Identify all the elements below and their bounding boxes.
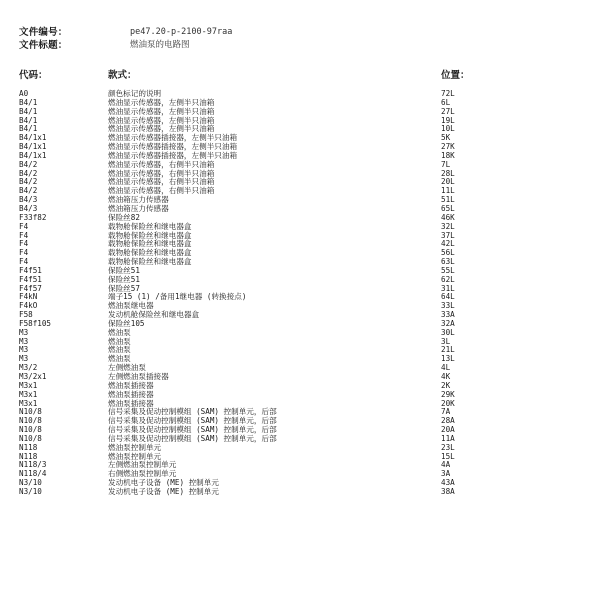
- component-position: 33L: [441, 301, 455, 311]
- component-list: [0, 90, 602, 497]
- list-item: [0, 99, 602, 108]
- component-description: 燃油泵: [108, 336, 131, 346]
- component-position: 18K: [441, 150, 455, 160]
- component-position: 10L: [441, 124, 455, 134]
- component-description: 燃油泵: [108, 327, 131, 337]
- component-description: 燃油泵: [108, 345, 131, 355]
- component-code: M3: [19, 354, 29, 364]
- list-item: [0, 161, 602, 170]
- component-description: 燃油泵控制单元: [108, 451, 162, 461]
- component-position: 29K: [441, 389, 455, 399]
- component-description: 燃油显示传感器插接器，左侧半只油箱: [108, 150, 238, 160]
- list-item: [0, 302, 602, 311]
- list-item: [0, 488, 602, 497]
- component-code: N118: [19, 442, 38, 452]
- component-description: 保险丝51: [108, 274, 140, 284]
- component-description: 保险丝105: [108, 318, 145, 328]
- component-position: 32A: [441, 318, 455, 328]
- component-position: 63L: [441, 257, 455, 267]
- component-code: F58f105: [19, 318, 52, 328]
- list-item: [0, 408, 602, 417]
- column-header-code: 代码：: [19, 70, 48, 81]
- component-code: F58: [19, 310, 33, 320]
- component-code: B4/1x1: [19, 142, 47, 152]
- component-description: 信号采集及促动控制模组 (SAM) 控制单元，后部: [108, 425, 277, 435]
- component-position: 3A: [441, 469, 451, 479]
- component-position: 11L: [441, 186, 455, 196]
- list-item: [0, 267, 602, 276]
- component-description: 载物舱保险丝和继电器盒: [108, 257, 192, 267]
- component-code: B4/3: [19, 203, 38, 213]
- component-description: 燃油显示传感器，左侧半只油箱: [108, 106, 215, 116]
- list-item: [0, 364, 602, 373]
- component-position: 51L: [441, 195, 455, 205]
- list-item: [0, 373, 602, 382]
- component-position: 55L: [441, 265, 455, 275]
- list-item: [0, 338, 602, 347]
- list-item: [0, 258, 602, 267]
- component-description: 载物舱保险丝和继电器盒: [108, 239, 192, 249]
- list-item: [0, 355, 602, 364]
- list-item: [0, 382, 602, 391]
- component-code: B4/2: [19, 177, 38, 187]
- component-code: F4: [19, 239, 29, 249]
- component-description: 燃油显示传感器插接器，左侧半只油箱: [108, 133, 238, 143]
- component-description: 燃油泵继电器: [108, 301, 154, 311]
- component-code: B4/1x1: [19, 133, 47, 143]
- doc-number-value: pe47.20-p-2100-97raa: [130, 27, 233, 37]
- component-code: N3/10: [19, 478, 42, 488]
- list-item: [0, 435, 602, 444]
- component-code: N10/8: [19, 416, 42, 426]
- component-position: 6L: [441, 97, 451, 107]
- component-description: 燃油泵插接器: [108, 398, 154, 408]
- doc-number-label: 文件编号：: [19, 27, 68, 38]
- list-item: [0, 143, 602, 152]
- list-item: [0, 391, 602, 400]
- component-description: 信号采集及促动控制模组 (SAM) 控制单元，后部: [108, 416, 277, 426]
- list-item: [0, 196, 602, 205]
- component-position: 33A: [441, 310, 455, 320]
- component-code: N10/8: [19, 425, 42, 435]
- list-item: [0, 125, 602, 134]
- component-position: 5K: [441, 133, 451, 143]
- component-description: 燃油显示传感器，左侧半只油箱: [108, 115, 215, 125]
- list-item: [0, 417, 602, 426]
- component-description: 燃油显示传感器，右侧半只油箱: [108, 177, 215, 187]
- component-code: F4f57: [19, 283, 42, 293]
- component-position: 38A: [441, 486, 455, 496]
- component-code: F4: [19, 230, 29, 240]
- component-description: 发动机电子设备 (ME) 控制单元: [108, 478, 219, 488]
- component-position: 20L: [441, 177, 455, 187]
- component-code: N10/8: [19, 407, 42, 417]
- component-code: B4/1: [19, 115, 38, 125]
- component-description: 燃油泵控制单元: [108, 442, 162, 452]
- component-position: 15L: [441, 451, 455, 461]
- component-code: F4f51: [19, 274, 42, 284]
- doc-title-value: 燃油泵的电路图: [130, 40, 190, 50]
- component-description: 左侧燃油泵插接器: [108, 372, 169, 381]
- component-description: 燃油泵插接器: [108, 380, 154, 390]
- component-code: B4/2: [19, 168, 38, 178]
- component-description: 发动机电子设备 (ME) 控制单元: [108, 486, 219, 496]
- list-item: [0, 108, 602, 117]
- component-description: 燃油泵: [108, 354, 131, 364]
- component-position: 4L: [441, 363, 451, 373]
- list-item: [0, 426, 602, 435]
- component-code: F4kO: [19, 301, 38, 311]
- list-item: [0, 400, 602, 409]
- component-code: B4/1: [19, 97, 38, 107]
- component-description: 端子15 (1) /备用1继电器 (转换接点): [108, 292, 247, 302]
- component-position: 11A: [441, 433, 455, 443]
- component-position: 43A: [441, 478, 455, 488]
- component-position: 21L: [441, 345, 455, 355]
- component-code: B4/1: [19, 124, 38, 134]
- list-item: [0, 240, 602, 249]
- component-description: 燃油显示传感器，右侧半只油箱: [108, 186, 215, 196]
- list-item: [0, 276, 602, 285]
- list-item: [0, 117, 602, 126]
- column-header-style: 款式：: [108, 70, 137, 81]
- component-code: N10/8: [19, 433, 42, 443]
- component-position: 56L: [441, 248, 455, 258]
- list-item: [0, 470, 602, 479]
- component-description: 保险丝51: [108, 265, 140, 275]
- list-item: [0, 285, 602, 294]
- component-description: 左侧燃油泵控制单元: [108, 460, 177, 470]
- component-description: 保险丝82: [108, 212, 140, 222]
- list-item: [0, 214, 602, 223]
- list-item: [0, 320, 602, 329]
- component-position: 20K: [441, 398, 455, 408]
- component-code: B4/2: [19, 186, 38, 196]
- component-position: 3L: [441, 336, 451, 346]
- component-description: 左侧燃油泵: [108, 363, 146, 373]
- component-code: F4: [19, 248, 29, 258]
- component-code: M3x1: [19, 389, 38, 399]
- list-item: [0, 205, 602, 214]
- component-position: 62L: [441, 274, 455, 284]
- component-code: F4: [19, 221, 29, 231]
- doc-title-label: 文件标题：: [19, 40, 68, 51]
- component-code: F4kN: [19, 292, 38, 302]
- component-position: 23L: [441, 442, 455, 452]
- component-position: 30L: [441, 327, 455, 337]
- component-position: 19L: [441, 115, 455, 125]
- component-description: 燃油显示传感器，右侧半只油箱: [108, 168, 215, 178]
- component-code: F33f82: [19, 212, 47, 222]
- component-code: B4/1x1: [19, 150, 47, 160]
- component-description: 燃油箱压力传感器: [108, 195, 169, 205]
- list-item: [0, 329, 602, 338]
- component-description: 燃油泵插接器: [108, 389, 154, 399]
- component-description: 颜色标记的说明: [108, 89, 162, 98]
- component-code: B4/2: [19, 159, 38, 169]
- list-item: [0, 232, 602, 241]
- component-position: 37L: [441, 230, 455, 240]
- component-description: 载物舱保险丝和继电器盒: [108, 230, 192, 240]
- component-description: 燃油显示传感器，左侧半只油箱: [108, 97, 215, 107]
- component-code: M3/2x1: [19, 372, 47, 381]
- component-position: 27L: [441, 106, 455, 116]
- list-item: [0, 346, 602, 355]
- component-position: 65L: [441, 203, 455, 213]
- component-code: B4/1: [19, 106, 38, 116]
- component-code: N118/4: [19, 469, 47, 479]
- component-position: 27K: [441, 142, 455, 152]
- list-item: [0, 453, 602, 462]
- component-position: 31L: [441, 283, 455, 293]
- component-code: B4/3: [19, 195, 38, 205]
- component-position: 72L: [441, 89, 455, 98]
- component-description: 信号采集及促动控制模组 (SAM) 控制单元，后部: [108, 433, 277, 443]
- component-description: 载物舱保险丝和继电器盒: [108, 248, 192, 258]
- component-description: 信号采集及促动控制模组 (SAM) 控制单元，后部: [108, 407, 277, 417]
- component-position: 13L: [441, 354, 455, 364]
- list-item: [0, 311, 602, 320]
- component-description: 燃油显示传感器插接器，左侧半只油箱: [108, 142, 238, 152]
- list-item: [0, 152, 602, 161]
- component-code: F4: [19, 257, 29, 267]
- component-description: 保险丝57: [108, 283, 140, 293]
- list-item: [0, 461, 602, 470]
- component-position: 46K: [441, 212, 455, 222]
- component-position: 2K: [441, 380, 451, 390]
- component-position: 7L: [441, 159, 451, 169]
- component-position: 4A: [441, 460, 451, 470]
- component-code: N118: [19, 451, 38, 461]
- component-description: 右侧燃油泵控制单元: [108, 469, 177, 479]
- component-position: 20A: [441, 425, 455, 435]
- component-position: 28L: [441, 168, 455, 178]
- component-code: M3: [19, 345, 29, 355]
- list-item: [0, 479, 602, 488]
- list-item: [0, 187, 602, 196]
- component-code: F4f51: [19, 265, 42, 275]
- component-position: 7A: [441, 407, 451, 417]
- list-item: [0, 223, 602, 232]
- component-position: 64L: [441, 292, 455, 302]
- component-position: 42L: [441, 239, 455, 249]
- component-code: A0: [19, 89, 29, 98]
- component-description: 发动机舱保险丝和继电器盒: [108, 310, 200, 320]
- component-description: 燃油显示传感器，左侧半只油箱: [108, 124, 215, 134]
- component-code: M3: [19, 336, 29, 346]
- list-item: [0, 249, 602, 258]
- component-code: M3: [19, 327, 29, 337]
- component-code: M3/2: [19, 363, 38, 373]
- component-code: N118/3: [19, 460, 47, 470]
- list-item: [0, 178, 602, 187]
- list-item: [0, 134, 602, 143]
- component-code: N3/10: [19, 486, 42, 496]
- column-header-position: 位置：: [441, 70, 470, 81]
- component-code: M3x1: [19, 398, 38, 408]
- component-description: 载物舱保险丝和继电器盒: [108, 221, 192, 231]
- list-item: [0, 90, 602, 99]
- list-item: [0, 293, 602, 302]
- component-position: 32L: [441, 221, 455, 231]
- component-description: 燃油箱压力传感器: [108, 203, 169, 213]
- component-position: 4K: [441, 372, 451, 381]
- component-code: M3x1: [19, 380, 38, 390]
- list-item: [0, 444, 602, 453]
- list-item: [0, 170, 602, 179]
- component-description: 燃油显示传感器，右侧半只油箱: [108, 159, 215, 169]
- component-position: 28A: [441, 416, 455, 426]
